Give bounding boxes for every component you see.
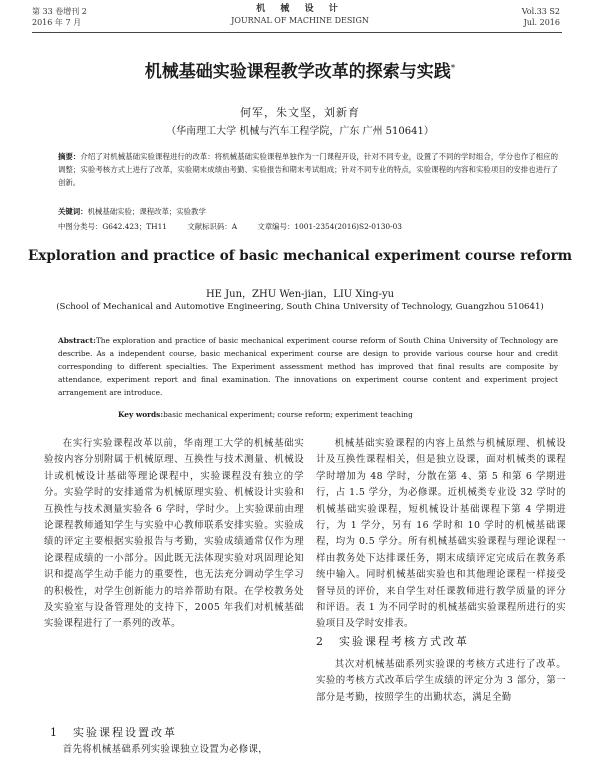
en-abstract-text: The exploration and practice of basic mechanical experiment course reform of South China University of Technology are describe. As a independent course, basic mechanical experiment course are design to provide various course hour and credit corresponding to different specialties. The Experiment assessment method has improved that final results are composite by attendance, experiment report and final examination. The innovations on experiment course content and experiment project arrangement are introduce. [58,336,558,397]
article-number: 文章编号：1001-2354(2016)S2-0130-03 [257,222,403,231]
section-1-number: 1 [50,726,59,739]
en-keywords [118,410,558,419]
section-2-heading [316,633,469,649]
section-1-paragraph: 首先将机械基础系列实验课独立设置为必修课， [62,744,269,755]
en-keywords-label: Key words: [118,410,164,419]
title-text: 机械基础实验课程教学改革的探索与实践 [144,62,451,82]
title-footnote-mark: * [450,63,456,74]
cn-abstract-label: 摘要： [58,152,81,161]
header-vol-en: Vol.33 S2 [521,7,560,16]
cn-keywords-text: 机械基础实验；课程改革；实验教学 [87,207,206,216]
en-affiliation: (School of Mechanical and Automotive Engineering, South China University of Technology, Guangzhou 510641) [56,302,544,312]
body-left-paragraph: 在实行实验课程改革以前，华南理工大学的机械基础实验按内容分别附属于机械原理、互换性与技术测量、机械设计或机械设计基础等理论课程中，实验课程没有独立的学分。实验学时的安排通常为机械原理实验、机械设计实验和互换性与技术测量实验各 6 学时，学时少。上实验课前由理论课程教师通知学生与实验中心教师联系安排实验。实验成绩的评定主要根据实验报告与考勤，实验成绩通常仅作为理论课程成绩的一小部分。因此既无法体现实验对巩固理论知识和提高学生动手能力的重要性，也无法充分调动学生学习的积极性，对学生创新能力的培养帮助有限。在学校教务处及实验室与设备管理处的支持下，2005 年我们对机械基础实验课程进行了一系列的改革。 [44,438,304,630]
author-list: 何军，朱文坚，刘新育 [240,106,360,119]
section-2-number: 2 [316,635,325,648]
cn-abstract-text: 介绍了对机械基础实验课程进行的改革：将机械基础实验课程单独作为一门课程开设，针对不同专业，设置了不同的学时组合，学分也作了相应的调整；实验考核方式上进行了改革，实验期末成绩由考勤、实验报告和期末考试组成；针对不同专业的特点，实验课程的内容和实验项目的安排也进行了创新。 [58,152,558,187]
journal-header [0,4,600,26]
journal-name-en: JOURNAL OF MACHINE DESIGN [231,16,369,25]
clc-number: 中图分类号：G642.423；TH11 [58,222,167,231]
document-code: 文献标识码：A [187,222,238,231]
cn-keywords [58,206,558,217]
cn-keywords-label: 关键词： [58,207,88,216]
en-author-list: HE Jun，ZHU Wen-jian，LIU Xing-yu [205,289,395,300]
header-rule [32,32,562,33]
header-volume-en [522,6,560,28]
journal-name-cn: 机 械 设 计 [256,4,344,14]
cn-abstract [58,150,558,189]
header-date-en: Jul. 2016 [523,18,560,27]
en-title: Exploration and practice of basic mechanical experiment course reform [28,248,572,264]
en-abstract-label: Abstract: [58,336,96,345]
section-2-paragraph: 其次对机械基础系列实验课的考核方式进行了改革。实验的考核方式改革后学生成绩的评定分为 3 部分，第一部分是考勤，按照学生的出勤状态，满足全勤 [316,659,566,703]
page-title [0,57,600,82]
body-right-paragraph: 机械基础实验课程的内容上虽然与机械原理、机械设计及互换性课程相关，但是独立设课，面对机械类的课程学时增加为 48 学时，分散在第 4、第 5 和第 6 学期进行，占 1.5 学分，为必修课。近机械类专业设 32 学时的机械基础实验课程，短机械设计基础课程下第 4 学期进行，为 1 学分，另有 16 学时和 10 学时的机械基础课程，均为 0.5 学分。所有机械基础实验课程与理论课程一样由教务处下达排课任务，期末成绩评定完成后在教务系统中输入。同时机械基础实验也和其他理论课程一样接受督导员的评价，来自学生对任课教师进行教学质量的评分和评语。表 1 为不同学时的机械基础实验课程所进行的实验项目及学时安排表。 [316,438,566,630]
affiliation: （华南理工大学 机械与汽车工程学院，广东 广州 510641） [166,126,434,137]
header-date: 2016 年 7 月 [32,18,82,27]
section-1-heading [50,724,177,740]
section-1-title: 实验课程设置改革 [73,726,177,739]
en-abstract [58,334,558,399]
section-2-title: 实验课程考核方式改革 [339,635,469,648]
cn-identifiers [58,221,558,232]
en-keywords-text: basic mechanical experiment; course reform; experiment teaching [163,410,413,419]
header-volume: 第 33 卷增刊 2 [32,7,87,16]
